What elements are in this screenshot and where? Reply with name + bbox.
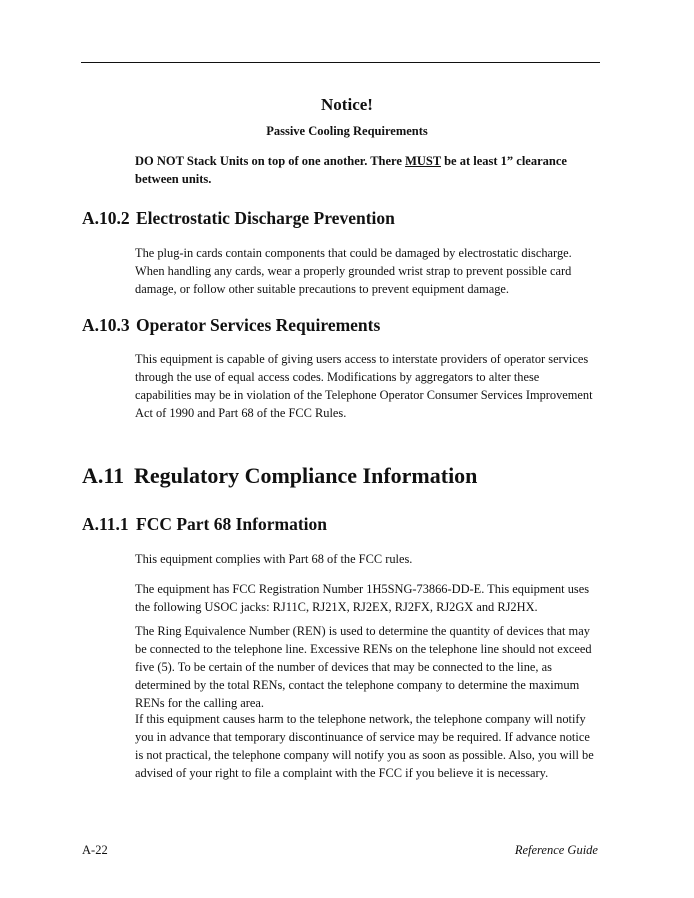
fcc-paragraph-1: This equipment complies with Part 68 of the FCC rules.: [135, 552, 413, 566]
fcc-paragraph-3: The Ring Equivalence Number (REN) is used to determine the quantity of devices that may be connected to the telephone line. Excessive RENs on the telephone line should not exceed five (5). To be certain of the number of devices that may be connected to the line, as determined by the total RENs, contact the telephone company to determine the maximum RENs for the calling area.: [135, 624, 592, 710]
section-number: A.11: [82, 463, 125, 488]
section-number: A.10.2: [82, 208, 130, 228]
document-title: Reference Guide: [514, 843, 598, 857]
notice-body-text: DO NOT Stack Units on top of one another. There: [135, 154, 406, 168]
section-number: A.10.3: [82, 315, 130, 335]
header-rule: [81, 62, 600, 63]
esd-paragraph: The plug-in cards contain components that could be damaged by electrostatic discharge. When handling any cards, wear a properly grounded wrist strap to prevent possible card damage, or follow other suitable precautions to prevent equipment damage.: [135, 246, 572, 296]
notice-subtitle: Passive Cooling Requirements: [266, 124, 428, 138]
section-title: Operator Services Requirements: [136, 315, 381, 335]
section-title: Electrostatic Discharge Prevention: [136, 208, 395, 228]
notice-emphasis: MUST: [405, 154, 441, 168]
fcc-paragraph-4: If this equipment causes harm to the telephone network, the telephone company will notify you in advance that temporary discontinuance of service may be required. If advance notice is not practical, the telephone company will notify you as soon as possible. Also, you will be advised of your right to file a complaint with the FCC if you believe it is necessary.: [135, 712, 594, 780]
section-heading-operator: [82, 315, 380, 336]
chapter-heading-regulatory: [82, 463, 477, 489]
section-heading-esd: [82, 208, 395, 229]
section-number: A.11.1: [82, 514, 129, 534]
page-number: A-22: [82, 843, 108, 857]
operator-paragraph: This equipment is capable of giving users access to interstate providers of operator services through the use of equal access codes. Modifications by aggregators to alter these capabilities may be in violation of the Telephone Operator Consumer Services Improvement Act of 1990 and Part 68 of the FCC Rules.: [135, 352, 593, 420]
notice-title: Notice!: [321, 95, 373, 114]
section-title: FCC Part 68 Information: [136, 514, 328, 534]
section-title: Regulatory Compliance Information: [134, 463, 478, 488]
fcc-paragraph-2: The equipment has FCC Registration Number 1H5SNG-73866-DD-E. This equipment uses the following USOC jacks: RJ11C, RJ21X, RJ2EX, RJ2FX, RJ2GX and RJ2HX.: [135, 582, 590, 614]
notice-body: [135, 152, 575, 188]
notice-body-text-end: be at least 1” clearance between units.: [135, 154, 567, 186]
section-heading-fcc: [82, 514, 327, 535]
